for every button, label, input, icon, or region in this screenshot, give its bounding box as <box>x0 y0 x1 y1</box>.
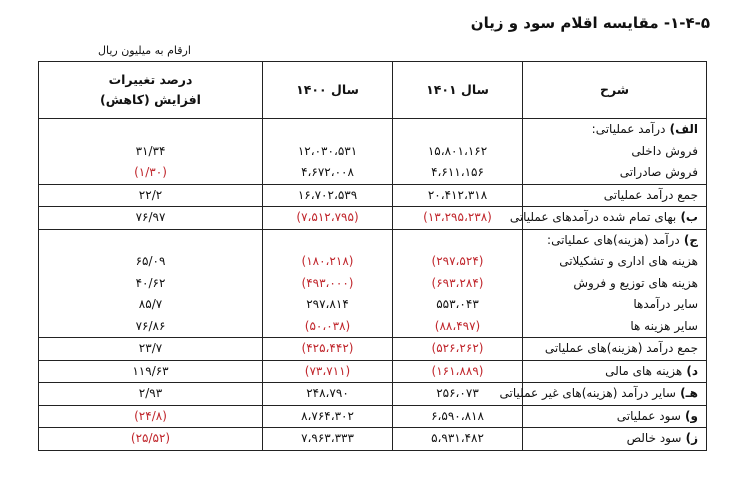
table-row <box>39 251 707 273</box>
change-percent <box>39 229 263 251</box>
value-1400: ۷،۹۶۳،۳۳۳ <box>263 428 393 451</box>
value-1400: ۸،۷۶۴،۳۰۲ <box>263 405 393 428</box>
header-row <box>39 62 707 119</box>
table-row <box>39 229 707 251</box>
table-row <box>39 119 707 141</box>
value-1400: (۱۸۰،۲۱۸) <box>263 251 393 273</box>
row-label: فروش صادراتی <box>619 165 698 179</box>
change-percent: ۲۳/۷ <box>39 338 263 361</box>
row-label: سایر درآمد (هزینه)های غیر عملیاتی <box>499 386 676 400</box>
value-1401: ۲۰،۴۱۲،۳۱۸ <box>393 184 523 207</box>
table-row <box>39 383 707 406</box>
value-1400: (۴۲۵،۴۴۲) <box>263 338 393 361</box>
row-label: جمع درآمد عملیاتی <box>603 187 698 202</box>
value-1401: (۶۹۳،۲۸۴) <box>393 273 523 295</box>
header-change-line2: افزایش (کاهش) <box>100 92 201 107</box>
change-percent: ۸۵/۷ <box>39 294 263 316</box>
row-description <box>523 251 707 273</box>
value-1400: (۷،۵۱۲،۷۹۵) <box>263 207 393 230</box>
header-change-line1: درصد تغییرات <box>108 72 193 87</box>
row-label: سود خالص <box>626 431 682 445</box>
row-label: سایر هزینه ها <box>630 318 698 333</box>
row-description <box>523 316 707 338</box>
header-change <box>39 62 263 119</box>
row-prefix: الف) <box>665 122 698 136</box>
value-1400 <box>263 119 393 141</box>
row-description <box>523 360 707 383</box>
header-year-1400: سال ۱۴۰۰ <box>263 62 393 119</box>
unit-note: ارقام به میلیون ریال <box>98 44 191 57</box>
value-1401: ۲۵۶،۰۷۳ <box>393 383 523 406</box>
row-description <box>523 273 707 295</box>
row-prefix: هـ) <box>675 386 698 400</box>
value-1400: ۱۶،۷۰۲،۵۳۹ <box>263 184 393 207</box>
row-prefix: ز) <box>681 431 698 445</box>
value-1401: (۱۳،۲۹۵،۲۳۸) <box>393 207 523 230</box>
row-prefix: ج) <box>679 232 698 247</box>
value-1400: (۷۳،۷۱۱) <box>263 360 393 383</box>
value-1400: (۵۰،۰۳۸) <box>263 316 393 338</box>
value-1400: ۲۹۷،۸۱۴ <box>263 294 393 316</box>
income-statement-table <box>38 61 707 451</box>
value-1401: ۴،۶۱۱،۱۵۶ <box>393 162 523 184</box>
row-prefix: د) <box>682 363 698 378</box>
change-percent: (۲۵/۵۲) <box>39 428 263 451</box>
table-row <box>39 184 707 207</box>
table-row <box>39 405 707 428</box>
row-label: هزینه های مالی <box>605 363 683 378</box>
value-1400: ۱۲،۰۳۰،۵۳۱ <box>263 141 393 163</box>
change-percent: ۲/۹۳ <box>39 383 263 406</box>
change-percent: ۶۵/۰۹ <box>39 251 263 273</box>
change-percent: ۴۰/۶۲ <box>39 273 263 295</box>
table-row <box>39 273 707 295</box>
value-1401: (۵۲۶،۲۶۲) <box>393 338 523 361</box>
table-row <box>39 294 707 316</box>
table-row <box>39 207 707 230</box>
row-label: بهای تمام شده درآمدهای عملیاتی <box>509 210 677 224</box>
row-label: درآمد عملیاتی: <box>591 122 666 136</box>
row-description <box>523 119 707 141</box>
change-percent <box>39 119 263 141</box>
row-description <box>523 428 707 451</box>
row-label: فروش داخلی <box>631 143 698 158</box>
value-1400: (۴۹۳،۰۰۰) <box>263 273 393 295</box>
row-description <box>523 338 707 361</box>
header-description: شرح <box>523 62 707 119</box>
row-prefix: ب) <box>676 210 698 224</box>
row-description <box>499 383 707 406</box>
value-1401: (۸۸،۴۹۷) <box>393 316 523 338</box>
row-description <box>523 162 707 184</box>
row-label: سایر درآمدها <box>633 297 698 311</box>
value-1401: ۵،۹۳۱،۴۸۲ <box>393 428 523 451</box>
row-description <box>509 207 707 230</box>
row-description <box>523 184 707 207</box>
change-percent: (۲۴/۸) <box>39 405 263 428</box>
change-percent: ۲۲/۲ <box>39 184 263 207</box>
row-label: درآمد (هزینه)های عملیاتی: <box>547 232 680 247</box>
header-year-1401: سال ۱۴۰۱ <box>393 62 523 119</box>
value-1401: (۲۹۷،۵۲۴) <box>393 251 523 273</box>
row-description <box>523 405 707 428</box>
change-percent: (۱/۳۰) <box>39 162 263 184</box>
value-1401: ۱۵،۸۰۱،۱۶۲ <box>393 141 523 163</box>
value-1401 <box>393 119 523 141</box>
table-row <box>39 338 707 361</box>
value-1400: ۴،۶۷۲،۰۰۸ <box>263 162 393 184</box>
change-percent: ۷۶/۸۶ <box>39 316 263 338</box>
value-1401: ۶،۵۹۰،۸۱۸ <box>393 405 523 428</box>
change-percent: ۳۱/۳۴ <box>39 141 263 163</box>
row-prefix: و) <box>680 408 698 423</box>
change-percent: ۷۶/۹۷ <box>39 207 263 230</box>
table-row <box>39 360 707 383</box>
value-1401 <box>393 229 523 251</box>
table-row <box>39 316 707 338</box>
row-description <box>523 229 707 251</box>
row-label: هزینه های اداری و تشکیلاتی <box>559 254 698 268</box>
page-title: ۱-۴-۵- مقایسه اقلام سود و زیان <box>470 14 710 32</box>
change-percent: ۱۱۹/۶۳ <box>39 360 263 383</box>
row-label: سود عملیاتی <box>616 408 681 423</box>
table-row <box>39 428 707 451</box>
value-1400 <box>263 229 393 251</box>
row-description <box>523 294 707 316</box>
value-1400: ۲۴۸،۷۹۰ <box>263 383 393 406</box>
table-row <box>39 162 707 184</box>
row-label: هزینه های توزیع و فروش <box>573 275 698 290</box>
row-label: جمع درآمد (هزینه)های عملیاتی <box>544 341 698 355</box>
value-1401: (۱۶۱،۸۸۹) <box>393 360 523 383</box>
row-description <box>523 141 707 163</box>
value-1401: ۵۵۳،۰۴۳ <box>393 294 523 316</box>
table-row <box>39 141 707 163</box>
